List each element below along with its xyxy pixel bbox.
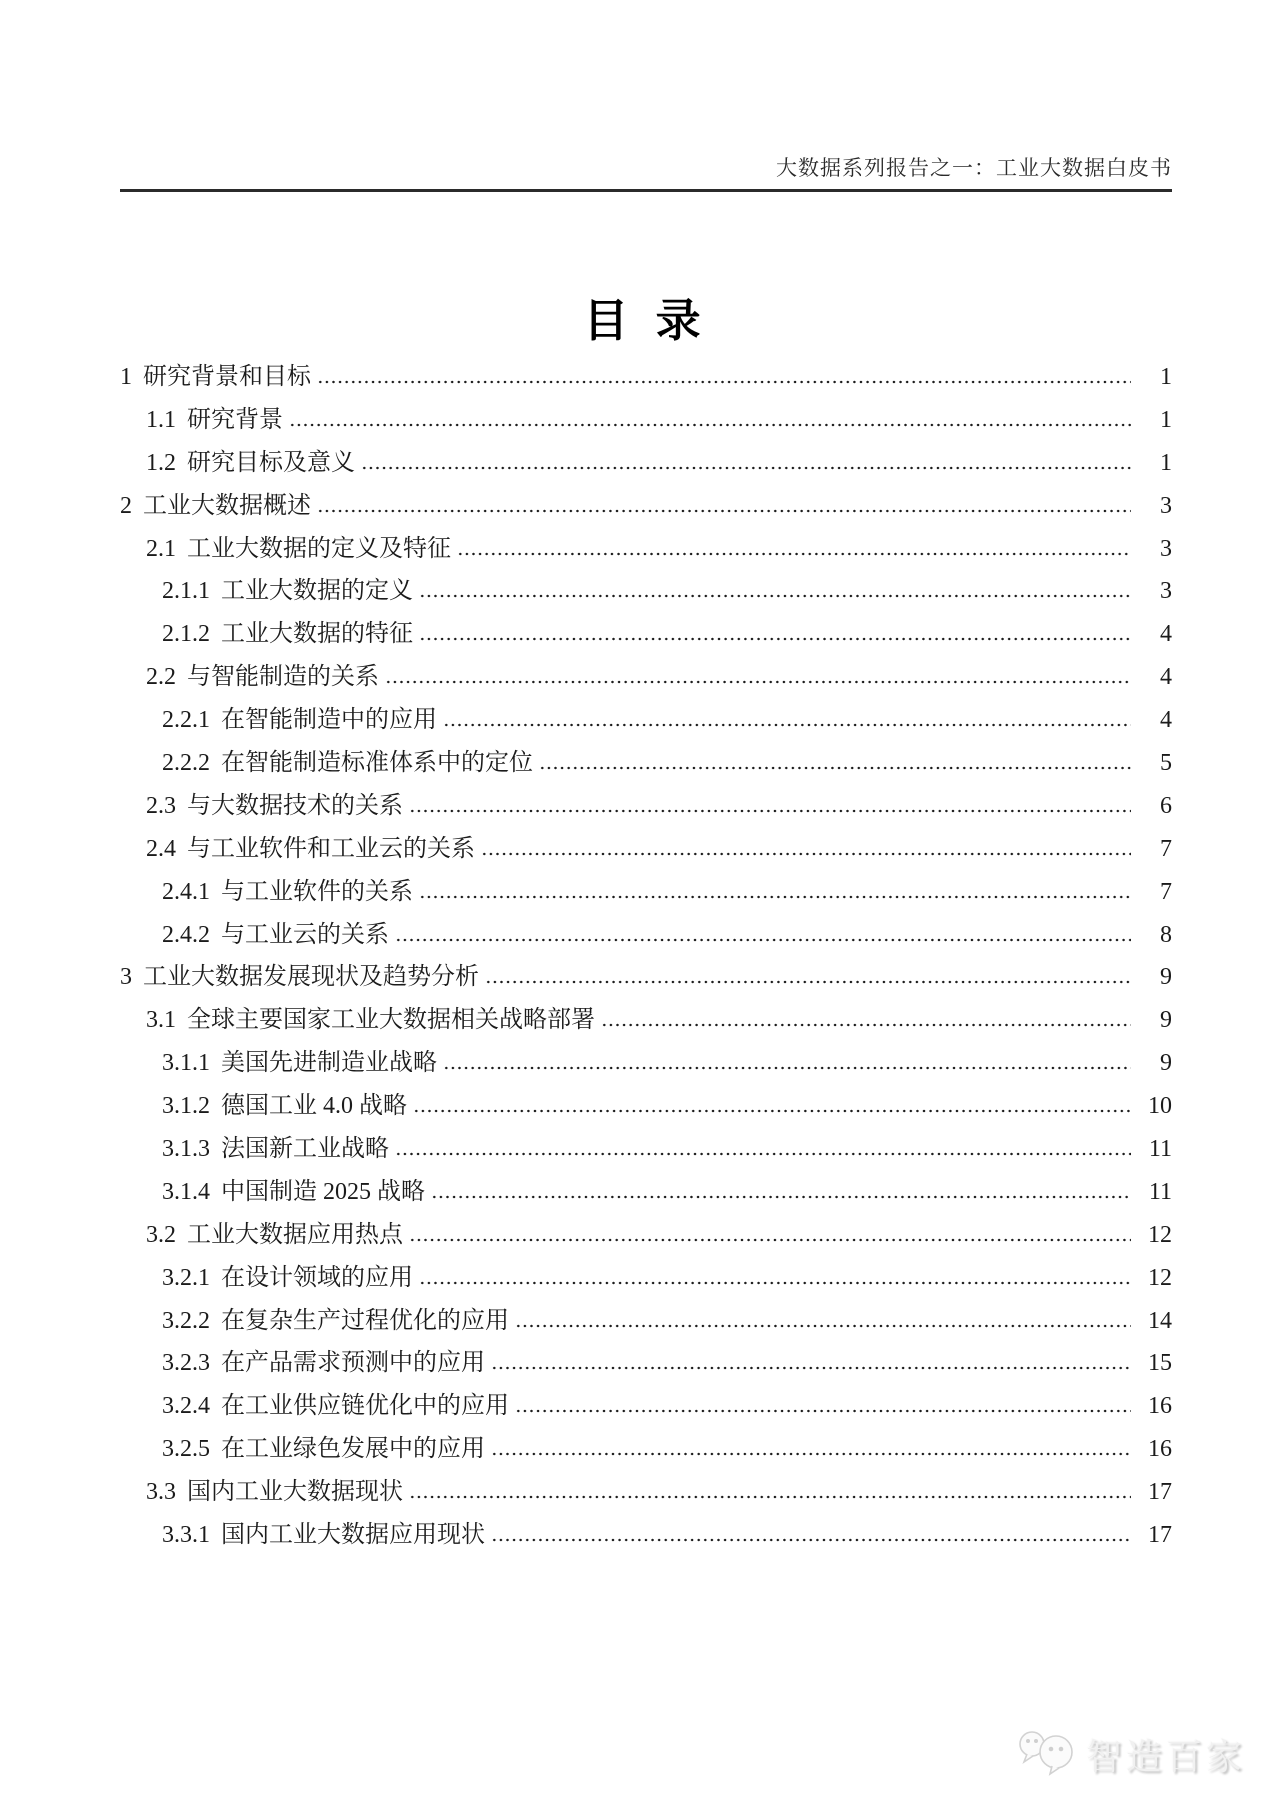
toc-entry-label: 研究目标及意义 [187, 449, 355, 476]
toc-row [120, 1128, 1172, 1171]
toc-leader-dots [419, 895, 1131, 899]
toc-row [120, 656, 1172, 699]
toc-entry-label: 与工业云的关系 [221, 921, 389, 948]
toc-entry-number: 2.4 [146, 835, 176, 862]
chat-bubbles-logo-icon [1016, 1727, 1080, 1782]
toc-leader-dots [395, 1152, 1131, 1156]
toc-entry-label: 在智能制造中的应用 [221, 707, 437, 734]
toc-row [120, 1514, 1172, 1557]
toc-row [120, 570, 1172, 613]
toc-row [120, 485, 1172, 528]
toc-entry-number: 3.1.1 [162, 1050, 210, 1077]
toc-entry-number: 3.2 [146, 1221, 176, 1248]
toc-entry-number: 2.2 [146, 664, 176, 691]
toc-entry-number: 3.1.2 [162, 1093, 210, 1120]
toc-entry-number: 2.1 [146, 535, 176, 562]
toc-entry-number: 2.2.1 [162, 707, 210, 734]
toc-leader-dots [317, 380, 1131, 384]
toc-entry-label: 工业大数据概述 [143, 492, 311, 519]
toc-page-number: 3 [1160, 578, 1172, 605]
toc-entry-label: 中国制造 2025 战略 [221, 1178, 425, 1205]
toc-leader-dots [289, 423, 1131, 427]
toc-page-number: 10 [1148, 1093, 1172, 1120]
toc-leader-dots [419, 594, 1131, 598]
toc-entry-label: 与智能制造的关系 [187, 664, 379, 691]
toc-entry-label: 在工业供应链优化中的应用 [221, 1393, 509, 1420]
toc-page-number: 9 [1160, 1007, 1172, 1034]
toc-page-number: 8 [1160, 921, 1172, 948]
toc-page-number: 7 [1160, 878, 1172, 905]
toc-leader-dots [515, 1324, 1131, 1328]
toc-entry-number: 3.2.4 [162, 1393, 210, 1420]
toc-page-number: 1 [1160, 449, 1172, 476]
toc-entry-number: 2.4.2 [162, 921, 210, 948]
toc-leader-dots [539, 766, 1131, 770]
toc-page-number: 6 [1160, 792, 1172, 819]
toc-entry-label: 与工业软件和工业云的关系 [187, 835, 475, 862]
toc-entry-label: 工业大数据的定义 [221, 578, 413, 605]
toc-page-number: 4 [1160, 707, 1172, 734]
toc-entry-label: 在产品需求预测中的应用 [221, 1350, 485, 1377]
toc-entry-number: 2.1.2 [162, 621, 210, 648]
toc-entry-label: 与大数据技术的关系 [187, 792, 403, 819]
toc-leader-dots [485, 980, 1131, 984]
toc-row [120, 1471, 1172, 1514]
toc-row [120, 956, 1172, 999]
toc-entry-number: 3.3.1 [162, 1522, 210, 1549]
footer-brand-text: 智造百家 [1085, 1736, 1246, 1777]
toc-entry-label: 在工业绿色发展中的应用 [221, 1436, 485, 1463]
toc-page-number: 11 [1148, 1178, 1172, 1205]
toc-entry-number: 1.2 [146, 449, 176, 476]
toc-leader-dots [395, 938, 1131, 942]
toc-entry-label: 在智能制造标准体系中的定位 [221, 750, 533, 777]
toc-entry-number: 1 [120, 364, 132, 390]
toc-leader-dots [443, 723, 1131, 727]
toc-leader-dots [457, 552, 1131, 556]
toc-title: 目 录 [583, 296, 709, 346]
toc-entry-label: 德国工业 4.0 战略 [221, 1093, 407, 1120]
toc-row [120, 742, 1172, 785]
toc-leader-dots [601, 1023, 1131, 1027]
toc-entry-label: 在复杂生产过程优化的应用 [221, 1307, 509, 1334]
toc-row [120, 1214, 1172, 1257]
toc-entry-number: 3.2.1 [162, 1264, 210, 1291]
toc-page-number: 16 [1148, 1436, 1172, 1463]
toc-leader-dots [491, 1538, 1131, 1542]
toc-entry-number: 3.1 [146, 1007, 176, 1034]
toc-entry-number: 2.4.1 [162, 878, 210, 905]
toc-page-number: 17 [1148, 1522, 1172, 1549]
toc-entry-number: 2.1.1 [162, 578, 210, 605]
toc-page-number: 4 [1160, 621, 1172, 648]
toc-row [120, 613, 1172, 656]
toc-row [120, 528, 1172, 571]
toc-entry-number: 3.1.4 [162, 1178, 210, 1205]
toc-leader-dots [443, 1066, 1131, 1070]
toc-page-number: 14 [1148, 1307, 1172, 1334]
toc-row [120, 1385, 1172, 1428]
toc-page-number: 3 [1160, 492, 1172, 519]
toc-page-number: 7 [1160, 835, 1172, 862]
toc-leader-dots [413, 1109, 1131, 1113]
toc-leader-dots [317, 509, 1131, 513]
toc-entry-label: 全球主要国家工业大数据相关战略部署 [187, 1007, 595, 1034]
toc-entry-number: 3.3 [146, 1479, 176, 1506]
toc-row [120, 1171, 1172, 1214]
toc-leader-dots [409, 1238, 1131, 1242]
toc-page-number: 17 [1148, 1479, 1172, 1506]
toc-entry-number: 2.2.2 [162, 750, 210, 777]
header-rule [120, 189, 1172, 192]
toc-entry-number: 3.2.2 [162, 1307, 210, 1334]
toc-entry-number: 3.2.3 [162, 1350, 210, 1377]
toc-leader-dots [409, 1495, 1131, 1499]
toc-page-number: 12 [1148, 1264, 1172, 1291]
toc-entry-number: 3.1.3 [162, 1136, 210, 1163]
toc-page-number: 15 [1148, 1350, 1172, 1377]
toc-entry-label: 工业大数据发展现状及趋势分析 [143, 964, 479, 991]
toc-entry-number: 2.3 [146, 792, 176, 819]
toc-row [120, 999, 1172, 1042]
toc-list [120, 356, 1172, 1557]
toc-page-number: 1 [1160, 364, 1172, 390]
toc-leader-dots [419, 1281, 1131, 1285]
toc-row [120, 1085, 1172, 1128]
toc-entry-label: 研究背景 [187, 406, 283, 433]
toc-entry-label: 国内工业大数据应用现状 [221, 1522, 485, 1549]
toc-entry-label: 研究背景和目标 [143, 364, 311, 390]
toc-page-number: 12 [1148, 1221, 1172, 1248]
toc-entry-label: 工业大数据的特征 [221, 621, 413, 648]
toc-entry-number: 1.1 [146, 406, 176, 433]
toc-entry-number: 3 [120, 964, 132, 991]
toc-leader-dots [431, 1195, 1131, 1199]
toc-row [120, 828, 1172, 871]
toc-entry-number: 3.2.5 [162, 1436, 210, 1463]
toc-page-number: 3 [1160, 535, 1172, 562]
toc-row [120, 1342, 1172, 1385]
toc-leader-dots [515, 1409, 1131, 1413]
footer-brand [1016, 1727, 1246, 1782]
toc-row [120, 785, 1172, 828]
toc-row [120, 399, 1172, 442]
toc-leader-dots [491, 1366, 1131, 1370]
toc-entry-label: 国内工业大数据现状 [187, 1479, 403, 1506]
toc-leader-dots [385, 680, 1131, 684]
running-header: 大数据系列报告之一：工业大数据白皮书 [776, 156, 1172, 180]
toc-row [120, 356, 1172, 399]
toc-page-number: 11 [1148, 1136, 1172, 1163]
toc-row [120, 1257, 1172, 1300]
toc-row [120, 1042, 1172, 1085]
toc-entry-label: 美国先进制造业战略 [221, 1050, 437, 1077]
toc-entry-label: 工业大数据的定义及特征 [187, 535, 451, 562]
toc-row [120, 1300, 1172, 1343]
toc-page-number: 9 [1160, 964, 1172, 991]
toc-page-number: 16 [1148, 1393, 1172, 1420]
toc-page-number: 1 [1160, 406, 1172, 433]
toc-entry-label: 与工业软件的关系 [221, 878, 413, 905]
toc-row [120, 914, 1172, 957]
toc-leader-dots [409, 809, 1131, 813]
toc-leader-dots [419, 637, 1131, 641]
toc-page-number: 5 [1160, 750, 1172, 777]
toc-entry-number: 2 [120, 492, 132, 519]
toc-entry-label: 法国新工业战略 [221, 1136, 389, 1163]
toc-row [120, 699, 1172, 742]
toc-entry-label: 工业大数据应用热点 [187, 1221, 403, 1248]
toc-leader-dots [491, 1452, 1131, 1456]
toc-row [120, 871, 1172, 914]
toc-leader-dots [361, 466, 1131, 470]
toc-page-number: 9 [1160, 1050, 1172, 1077]
toc-leader-dots [481, 852, 1131, 856]
toc-entry-label: 在设计领域的应用 [221, 1264, 413, 1291]
toc-row [120, 1428, 1172, 1471]
toc-row [120, 442, 1172, 485]
toc-page-number: 4 [1160, 664, 1172, 691]
